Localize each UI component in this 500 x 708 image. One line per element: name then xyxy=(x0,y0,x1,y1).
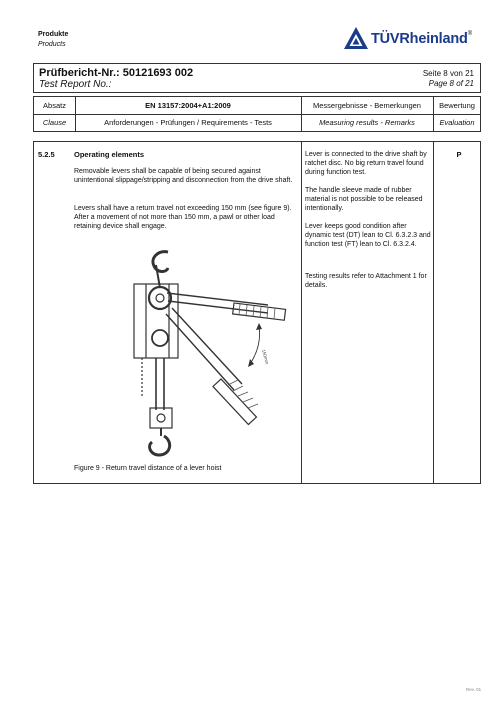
col-clause-label: Clause xyxy=(42,118,67,127)
report-number-subtitle: Test Report No.: xyxy=(39,79,112,90)
col-evaluation-label: Evaluation xyxy=(439,118,475,127)
col-standard-label: EN 13157:2004+A1:2009 xyxy=(145,101,231,110)
lever-hoist-figure xyxy=(94,246,299,458)
report-number-box xyxy=(33,63,481,93)
revision-label: Rev. 01 xyxy=(466,687,482,692)
header-label-de: Produkte xyxy=(38,31,69,38)
requirement-title: Operating elements xyxy=(74,150,145,159)
report-number-title: Prüfbericht-Nr.: 50121693 002 xyxy=(39,67,194,79)
brand-name: TÜVRheinland xyxy=(371,31,468,47)
col-messergebnisse-label: Messergebnisse - Bemerkungen xyxy=(313,101,421,110)
col-evaluation-header xyxy=(433,97,481,131)
page-indicator-de: Seite 8 von 21 xyxy=(422,69,474,78)
header-label-en: Products xyxy=(38,41,66,48)
result-paragraph: The handle sleeve made of rubber material is not possible to be released intentionally. xyxy=(305,187,423,212)
result-paragraph: Testing results refer to Attachment 1 for details. xyxy=(305,273,427,289)
requirement-paragraph: Levers shall have a return travel not exceeding 150 mm (see figure 9). After a movement of not more than 150 mm, a pawl or other load retaining device shall engage. xyxy=(74,205,292,230)
requirement-paragraph: Removable levers shall be capable of being secured against unintentional slippage/stripping and disconnection from the drive shaft. xyxy=(74,168,293,184)
col-absatz-label: Absatz xyxy=(43,101,66,110)
clause-table xyxy=(33,141,481,484)
col-requirements-label: Anforderungen - Prüfungen / Requirements - Tests xyxy=(104,118,272,127)
clause-number: 5.2.5 xyxy=(38,150,55,159)
result-paragraph: Lever is connected to the drive shaft by ratchet disc. No big return travel found during function test. xyxy=(305,151,427,176)
col-bewertung-label: Bewertung xyxy=(439,101,475,110)
page-indicator-en: Page 8 of 21 xyxy=(428,79,474,88)
col-measuring-label: Measuring results - Remarks xyxy=(319,118,415,127)
result-paragraph: Lever keeps good condition after dynamic test (DT) lean to Cl. 6.3.2.3 and function test (FT) lean to Cl. 6.3.2.4. xyxy=(305,223,431,248)
column-header-table xyxy=(33,96,481,132)
tuv-triangle-logo-icon xyxy=(343,26,369,50)
figure-caption: Figure 9 - Return travel distance of a lever hoist xyxy=(74,465,222,472)
col-results-header xyxy=(301,97,433,131)
col-clause-header xyxy=(34,97,75,131)
registered-mark: ® xyxy=(467,31,472,37)
figure-dimension-label: 150mm xyxy=(261,348,270,365)
verdict-badge: P xyxy=(456,150,462,159)
col-requirements-header xyxy=(75,97,301,131)
brand-logo xyxy=(371,31,472,47)
